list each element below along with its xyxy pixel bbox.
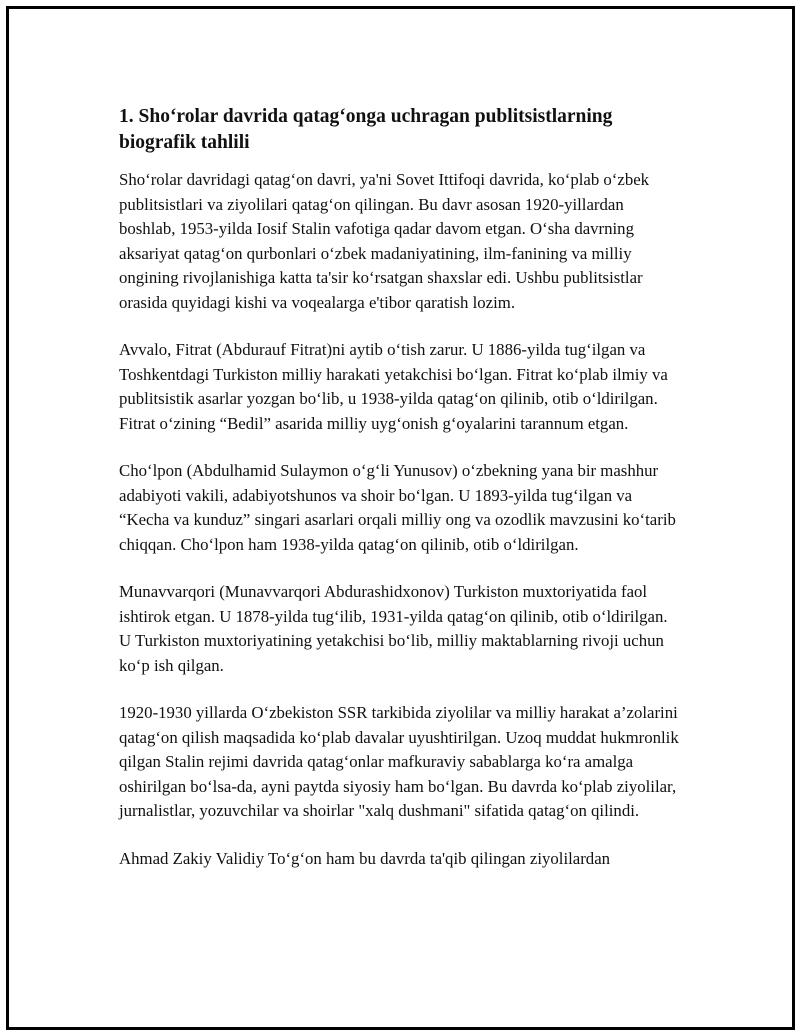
paragraph-cholpon: Cho‘lpon (Abdulhamid Sulaymon o‘g‘li Yunusov) o‘zbekning yana bir mashhur adabiyoti vakili, adabiyotshunos va shoir bo‘lgan. U 1893-yilda tug‘ilgan va “Kecha va kunduz” singari asarlari orqali milliy ong va ozodlik mavzusini ko‘tarib chiqqan. Cho‘lpon ham 1938-yilda qatag‘on qilinib, otib o‘ldirilgan. xyxy=(119,461,676,554)
section-heading: 1. Sho‘rolar davrida qatag‘onga uchragan publitsistlarning biografik tahlili xyxy=(119,106,613,153)
paragraph-repressions: 1920-1930 yillarda O‘zbekiston SSR tarkibida ziyolilar va milliy harakat a’zolarini qatag‘on qilish maqsadida ko‘plab davalar uyushtirilgan. Uzoq muddat hukmronlik qilgan Stalin rejimi davrida qatag‘onlar mafkuraviy sabablarga ko‘ra amalga oshirilgan bo‘lsa-da, ayni paytda siyosiy ham bo‘lgan. Bu davrda ko‘plab ziyolilar, jurnalistlar, yozuvchilar va shoirlar "xalq dushmani" sifatida qatag‘on qilindi. xyxy=(119,703,679,820)
paragraph-intro: Sho‘rolar davridagi qatag‘on davri, ya'ni Sovet Ittifoqi davrida, ko‘plab o‘zbek publitsistlari va ziyolilari qatag‘on qilingan. Bu davr asosan 1920-yillardan boshlab, 1953-yilda Iosif Stalin vafotiga qadar davom etgan. O‘sha davrning aksariyat qatag‘on qurbonlari o‘zbek madaniyatining, ilm-fanining va milliy ongining rivojlanishiga katta ta'sir ko‘rsatgan shaxslar edi. Ushbu publitsistlar orasida quyidagi kishi va voqealarga e'tibor qaratish lozim. xyxy=(119,170,650,312)
page-frame xyxy=(6,6,795,1030)
document-body xyxy=(119,96,679,894)
paragraph-munavvarqori: Munavvarqori (Munavvarqori Abdurashidxonov) Turkiston muxtoriyatida faol ishtirok etgan. U 1878-yilda tug‘ilib, 1931-yilda qatag‘on qilinib, otib o‘ldirilgan. U Turkiston muxtoriyatining yetakchisi bo‘lib, milliy maktablarning rivoji uchun ko‘p ish qilgan. xyxy=(119,582,668,675)
paragraph-fitrat: Avvalo, Fitrat (Abdurauf Fitrat)ni aytib o‘tish zarur. U 1886-yilda tug‘ilgan va Toshkentdagi Turkiston milliy harakati yetakchisi bo‘lgan. Fitrat ko‘plab ilmiy va publitsistik asarlar yozgan bo‘lib, u 1938-yilda qatag‘on qilinib, otib o‘ldirilgan. Fitrat o‘zining “Bedil” asarida milliy uyg‘onish g‘oyalarini tarannum etgan. xyxy=(119,340,668,433)
paragraph-validiy: Ahmad Zakiy Validiy To‘g‘on ham bu davrda ta'qib qilingan ziyolilardan xyxy=(119,848,611,868)
